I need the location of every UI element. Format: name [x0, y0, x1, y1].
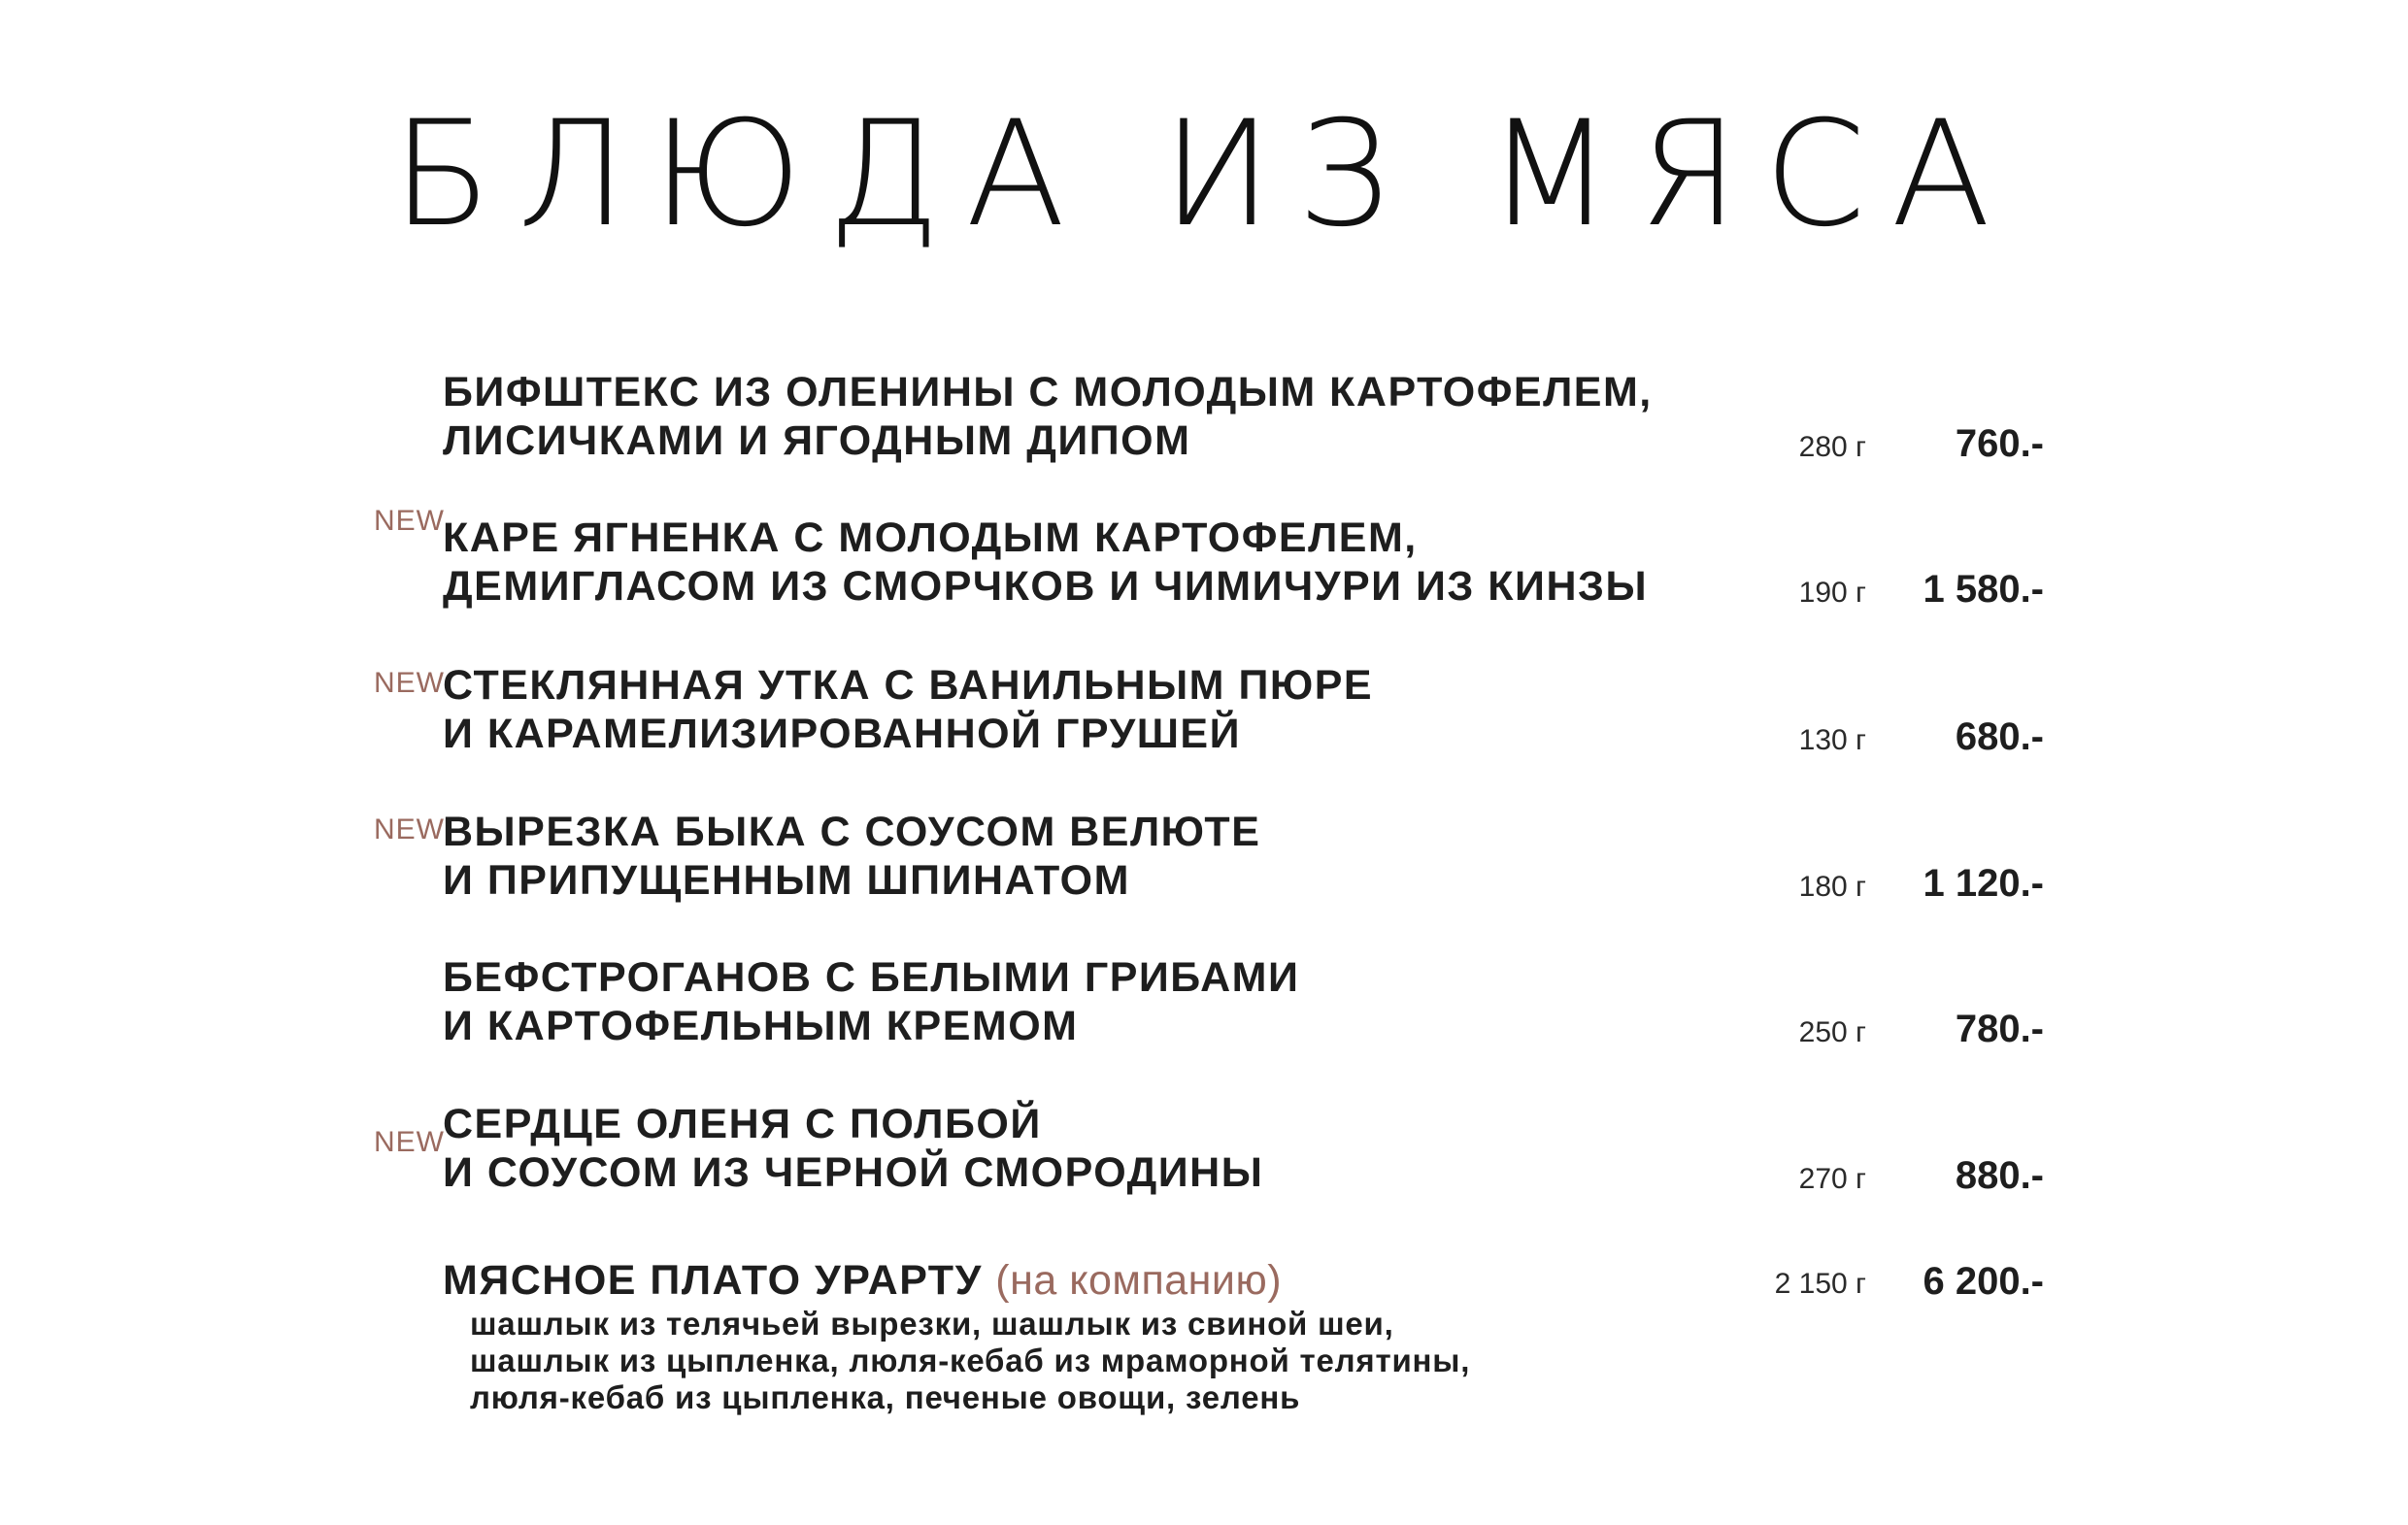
- platter-title: МЯСНОЕ ПЛАТО УРАРТУ: [443, 1257, 983, 1304]
- platter-price: 6 200.-: [1923, 1260, 2044, 1303]
- page-title: БЛЮДА ИЗ МЯСА: [391, 90, 2017, 259]
- new-badge: NEW: [374, 1126, 445, 1158]
- dish-weight: 250 г: [1798, 1016, 1866, 1048]
- dish-price: 760.-: [1955, 422, 2044, 465]
- dish-weight: 270 г: [1798, 1163, 1866, 1195]
- dish-weight: 280 г: [1798, 431, 1866, 463]
- platter-name: [443, 1257, 1282, 1305]
- dish-name-line-2: И СОУСОМ ИЗ ЧЕРНОЙ СМОРОДИНЫ: [443, 1149, 1264, 1196]
- platter-weight: 2 150 г: [1774, 1268, 1866, 1300]
- dish-price: 680.-: [1955, 715, 2044, 758]
- dish-name-line-2: И КАРАМЕЛИЗИРОВАННОЙ ГРУШЕЙ: [443, 711, 1241, 757]
- dish-name-line-1: БЕФСТРОГАНОВ С БЕЛЫМИ ГРИБАМИ: [443, 954, 1300, 1001]
- platter-description-line: люля-кебаб из цыпленка, печеные овощи, зелень: [470, 1379, 1301, 1415]
- dish-name-line-2: ДЕМИГЛАСОМ ИЗ СМОРЧКОВ И ЧИМИЧУРИ ИЗ КИНЗЫ: [443, 563, 1649, 610]
- dish-name-line-2: ЛИСИЧКАМИ И ЯГОДНЫМ ДИПОМ: [443, 417, 1191, 464]
- dish-weight: 130 г: [1798, 724, 1866, 756]
- dish-name-line-1: СТЕКЛЯННАЯ УТКА С ВАНИЛЬНЫМ ПЮРЕ: [443, 662, 1374, 709]
- dish-name-line-1: КАРЕ ЯГНЕНКА С МОЛОДЫМ КАРТОФЕЛЕМ,: [443, 514, 1418, 561]
- dish-name-line-1: БИФШТЕКС ИЗ ОЛЕНИНЫ С МОЛОДЫМ КАРТОФЕЛЕМ,: [443, 369, 1653, 415]
- dish-name-line-2: И КАРТОФЕЛЬНЫМ КРЕМОМ: [443, 1003, 1079, 1049]
- dish-name-line-2: И ПРИПУЩЕННЫМ ШПИНАТОМ: [443, 857, 1130, 904]
- platter-note: (на компанию): [995, 1257, 1283, 1304]
- dish-weight: 180 г: [1798, 871, 1866, 903]
- dish-price: 780.-: [1955, 1008, 2044, 1050]
- new-badge: NEW: [374, 667, 445, 699]
- dish-price: 1 580.-: [1923, 568, 2044, 611]
- platter-description-line: шашлык из цыпленка, люля-кебаб из мраморной телятины,: [470, 1343, 1471, 1378]
- new-badge: NEW: [374, 505, 445, 537]
- dish-name-line-1: ВЫРЕЗКА БЫКА С СОУСОМ ВЕЛЮТЕ: [443, 809, 1261, 855]
- dish-price: 880.-: [1955, 1154, 2044, 1197]
- dish-weight: 190 г: [1798, 577, 1866, 609]
- platter-description-line: шашлык из телячьей вырезки, шашлык из свиной шеи,: [470, 1306, 1394, 1342]
- dish-name-line-1: СЕРДЦЕ ОЛЕНЯ С ПОЛБОЙ: [443, 1101, 1042, 1147]
- new-badge: NEW: [374, 813, 445, 845]
- dish-price: 1 120.-: [1923, 862, 2044, 905]
